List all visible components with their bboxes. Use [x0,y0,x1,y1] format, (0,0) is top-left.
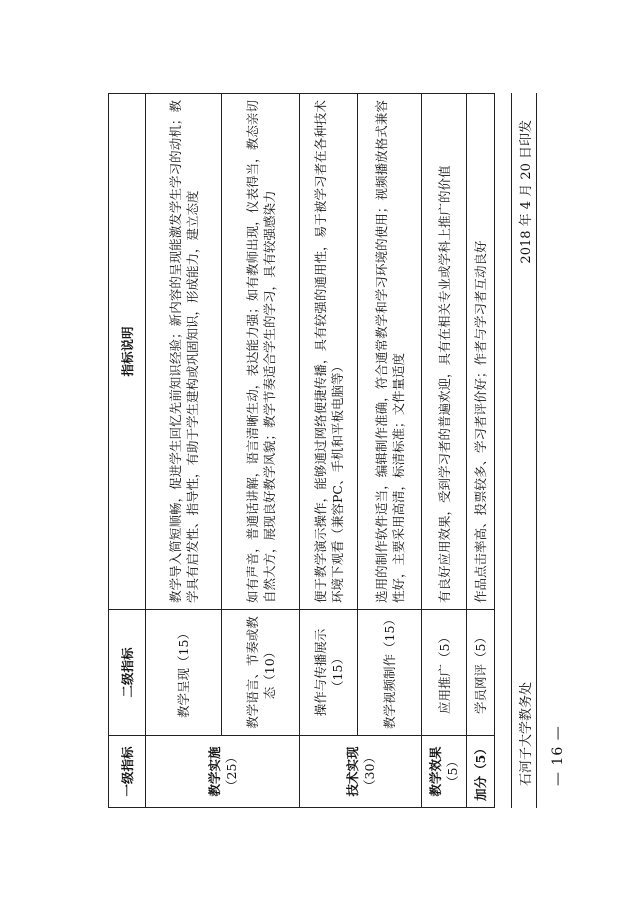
footer-bottom-rule [536,93,537,808]
level2-cell: 操作与传播展示（15） [300,610,358,736]
level1-teaching-implementation: 教学实施 （25） [146,736,300,808]
table-row [222,94,300,808]
level2-cell: 教学语言、节奏或教态（10） [222,610,300,736]
level1-bonus: 加分（5） [467,736,495,808]
table-row [300,94,358,808]
header-description: 指标说明 [109,94,146,610]
description-cell: 作品点击率高、投票较多、学习者评价好；作者与学习者互动良好 [467,94,495,610]
level1-technical-implementation: 技术实现 （30） [300,736,422,808]
level2-cell: 应用推广（5） [422,610,467,736]
page-number: — 16 — [550,725,566,786]
description-cell: 选用的制作软件适当，编辑制作准确，符合通常教学和学习环境的使用；视频播放格式兼容性好，主要采用高清，标清标准；文件量适度 [358,94,422,610]
table-row [422,94,467,808]
issuer-name: 石河子大学教务处 [519,681,534,786]
header-level2: 二级指标 [109,610,146,736]
description-cell: 便于教学演示操作，能够通过网络便捷传播，具有较强的通用性，易于被学习者在各种技术环境下观看（兼容PC、手机和平板电脑等） [300,94,358,610]
table-header-row [109,94,146,808]
issue-date: 2018 年 4 月 20 日印发 [519,120,534,264]
description-cell: 有良好应用效果，受到学习者的普遍欢迎，具有在相关专业或学科上推广的价值 [422,94,467,610]
description-cell: 教学导入简短顺畅，促进学生回忆先前知识经验；新内容的呈现能激发学生学习的动机；教学具有启发性、指导性，有助于学生建构或巩固知识，形成能力，建立态度 [146,94,222,610]
table-row [358,94,422,808]
level1-teaching-effect: 教学效果 （5） [422,736,467,808]
table-row [146,94,222,808]
description-cell: 如有声音，普通话讲解，语言清晰生动，表达能力强；如有教师出现，仪表得当，教态亲切自然大方，展现良好教学风貌；教学节奏适合学生的学习，具有较强感染力 [222,94,300,610]
header-level1: 一级指标 [109,736,146,808]
level2-cell: 教学视频制作（15） [358,610,422,736]
evaluation-rubric-table [108,93,495,808]
level2-cell: 学员网评（5） [467,610,495,736]
table-row [467,94,495,808]
level2-cell: 教学呈现（15） [146,610,222,736]
footer-top-rule [511,93,512,808]
